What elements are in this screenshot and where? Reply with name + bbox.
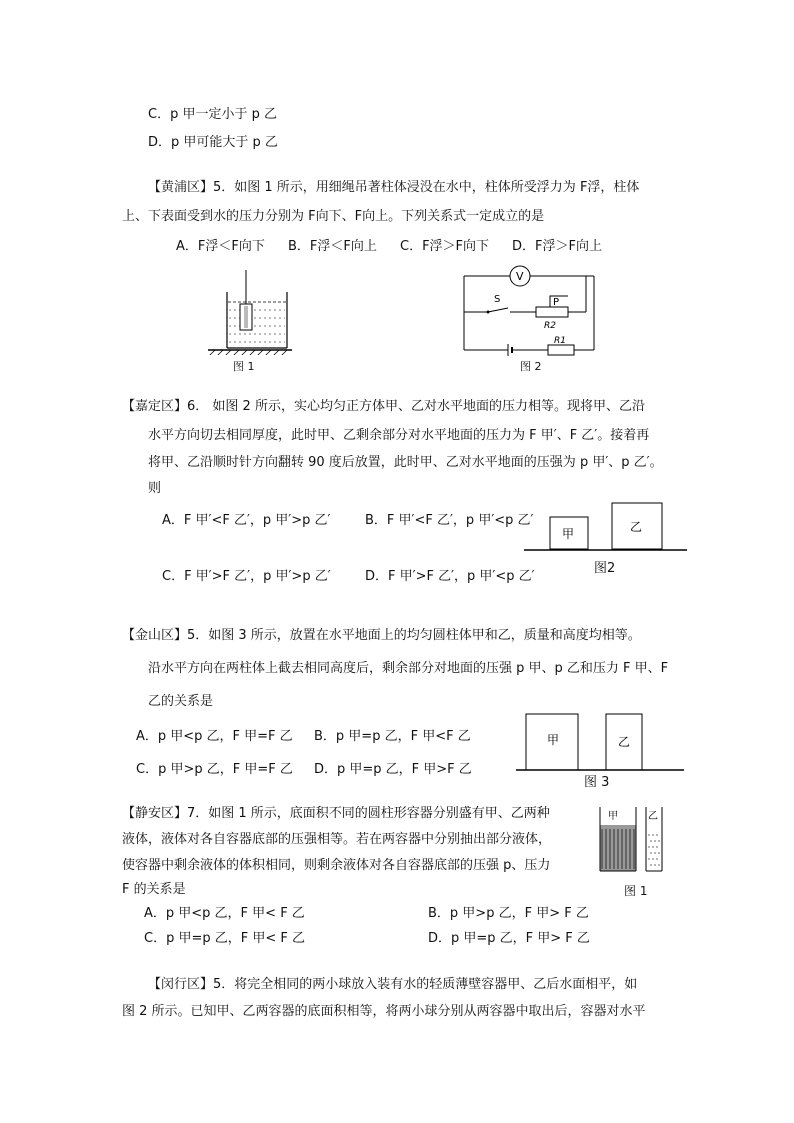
question-stem: 沿水平方向在两柱体上截去相同高度后，剩余部分对地面的压强 p 甲、p 乙和压力 F 甲、F <box>148 661 669 676</box>
option-b: B．p 甲=p 乙，F 甲<F 乙 <box>314 729 471 744</box>
container-yi-label: 乙 <box>648 811 658 822</box>
figure-containers <box>596 805 670 877</box>
figure-cubes <box>524 500 689 558</box>
option-a: A．F浮＜F向下 <box>176 239 265 254</box>
option-d: D．p 甲=p 乙，F 甲> F 乙 <box>428 931 590 946</box>
figure-caption: 图 3 <box>584 775 610 790</box>
question-stem: 【嘉定区】6． 如图 2 所示，实心均匀正方体甲、乙对水平地面的压力相等。现将甲、乙沿 <box>122 399 645 414</box>
question-stem: F 的关系是 <box>122 882 186 897</box>
slider-label: P <box>553 297 560 308</box>
question-stem: 【静安区】7．如图 1 所示，底面积不同的圆柱形容器分别盛有甲、乙两种 <box>122 806 550 821</box>
r2-label: R2 <box>544 321 556 331</box>
option-a: A．p 甲<p 乙，F 甲< F 乙 <box>144 906 305 921</box>
cylinder-yi-label: 乙 <box>618 735 631 749</box>
switch-label: S <box>494 294 501 305</box>
figure-caption: 图 1 <box>624 884 648 898</box>
option-d: D．F浮＞F向上 <box>512 239 602 254</box>
figure-caption: 图 2 <box>520 360 542 373</box>
question-stem: 图 2 所示。已知甲、乙两容器的底面积相等，将两小球分别从两容器中取出后，容器对水平 <box>122 1004 646 1019</box>
option-b: B．p 甲>p 乙，F 甲> F 乙 <box>428 906 589 921</box>
voltmeter-label: V <box>516 270 524 283</box>
figure-beaker <box>200 270 300 372</box>
question-stem: 水平方向切去相同厚度，此时甲、乙剩余部分对水平地面的压力为 F 甲′、F 乙′。接着再 <box>148 428 650 443</box>
option-d: D．p 甲=p 乙，F 甲>F 乙 <box>314 762 472 777</box>
option-c: C．p 甲一定小于 p 乙 <box>148 107 277 122</box>
question-stem: 液体，液体对各自容器底部的压强相等。若在两容器中分别抽出部分液体， <box>122 832 552 847</box>
option-a: A．F 甲′<F 乙′，p 甲′>p 乙′ <box>162 513 331 528</box>
question-stem: 将甲、乙沿顺时针方向翻转 90 度后放置，此时甲、乙对水平地面的压强为 p 甲′、p 乙′。 <box>148 455 663 470</box>
container-jia-label: 甲 <box>608 811 618 822</box>
cube-jia-label: 甲 <box>562 527 575 541</box>
r1-label: R1 <box>554 336 566 346</box>
option-c: C．F浮＞F向下 <box>400 239 490 254</box>
cube-yi-label: 乙 <box>630 520 643 534</box>
question-stem: 上、下表面受到水的压力分别为 F向下、F向上。下列关系式一定成立的是 <box>122 209 545 224</box>
question-stem: 【闵行区】5．将完全相同的两小球放入装有水的轻质薄壁容器甲、乙后水面相平，如 <box>148 977 638 992</box>
option-c: C．F 甲′>F 乙′，p 甲′>p 乙′ <box>162 569 331 584</box>
question-stem: 【黄浦区】5．如图 1 所示，用细绳吊著柱体浸没在水中，柱体所受浮力为 F浮，柱体 <box>148 180 640 195</box>
question-stem: 乙的关系是 <box>148 694 214 709</box>
figure-cylinders <box>514 712 686 774</box>
cylinder-jia-label: 甲 <box>547 733 560 747</box>
option-b: B．F浮＜F向上 <box>288 239 377 254</box>
option-d: D．F 甲′>F 乙′，p 甲′<p 乙′ <box>365 569 535 584</box>
question-stem: 则 <box>148 481 162 496</box>
option-c: C．p 甲>p 乙，F 甲=F 乙 <box>136 762 293 777</box>
option-c: C．p 甲=p 乙，F 甲< F 乙 <box>144 931 305 946</box>
option-a: A．p 甲<p 乙，F 甲=F 乙 <box>136 729 293 744</box>
question-stem: 【金山区】5．如图 3 所示，放置在水平地面上的均匀圆柱体甲和乙，质量和高度均相等。 <box>122 628 641 643</box>
question-stem: 使容器中剩余液体的体积相同，则剩余液体对各自容器底部的压强 p、压力 <box>122 858 551 873</box>
option-d: D．p 甲可能大于 p 乙 <box>148 135 278 150</box>
figure-circuit <box>460 262 600 372</box>
option-b: B．F 甲′<F 乙′，p 甲′<p 乙′ <box>365 513 534 528</box>
figure-caption: 图 1 <box>233 360 255 373</box>
figure-caption: 图2 <box>594 561 616 576</box>
